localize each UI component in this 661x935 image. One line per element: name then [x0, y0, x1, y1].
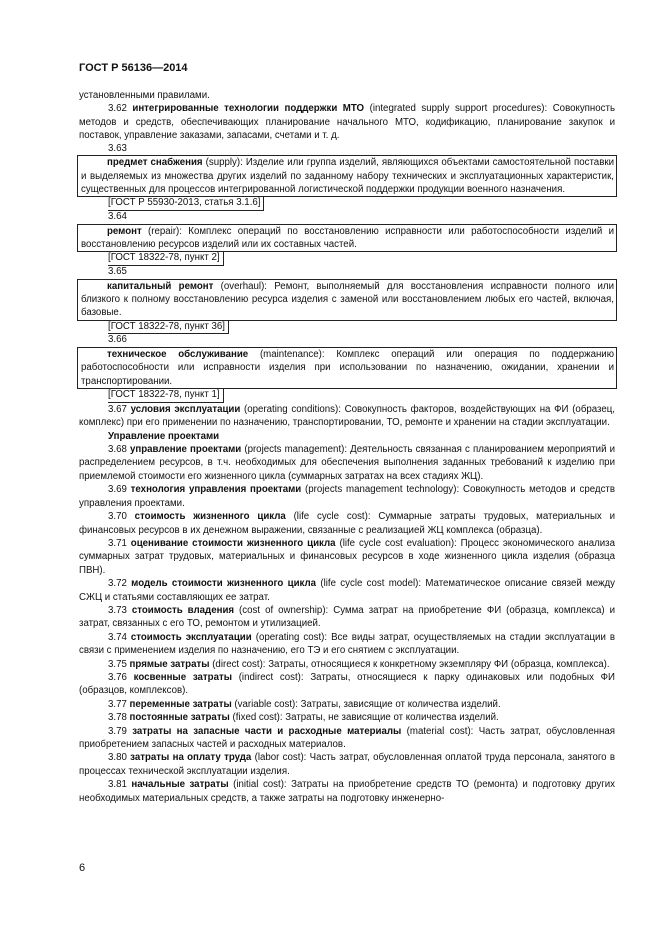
- term-definition: Комплекс операций или операция по поддержанию работоспособности или исправности изделия при использовании по назначению, ожидании, хранении и транспортировании.: [81, 349, 614, 387]
- term-box-3-65: [77, 279, 617, 321]
- term-definition: Совокупность факторов, воздействующих на ФИ (образец, комплекс) при его применении по назначению, транспортировании, ТО, ремонте и хранении на стадии эксплуатации.: [79, 403, 615, 429]
- term-english: (variable cost):: [231, 698, 301, 710]
- term-name: интегрированные технологии поддержки МТО: [132, 103, 365, 115]
- term-name: предмет снабжения: [107, 157, 203, 169]
- term-number: 3.70: [108, 511, 135, 523]
- term-name: стоимость жизненного цикла: [134, 511, 286, 523]
- term-number: 3.72: [108, 578, 132, 590]
- term-definition: Затраты, относящиеся к парку одинаковых или подобных ФИ (образцов, комплексов).: [79, 671, 616, 697]
- term-name: модель стоимости жизненного цикла: [131, 578, 317, 590]
- reference-3-63: [79, 197, 615, 211]
- term-english: (supply):: [202, 157, 246, 169]
- page-number: 6: [79, 862, 86, 874]
- term-definition: Ремонт, выполняемый для восстановления исправности полного или близкого к полному восстановлению ресурса изделия с заменой или восстановлением любых его частей, включая, базовые.: [81, 280, 614, 319]
- term-number: 3.71: [108, 537, 131, 549]
- reference-3-65: [79, 321, 615, 335]
- term-english: (overhaul):: [213, 280, 275, 292]
- term-english: (life cycle cost):: [285, 511, 379, 523]
- term-number: 3.75: [108, 658, 130, 670]
- term-name: затраты на запасные части и расходные материалы: [132, 725, 402, 737]
- term-english: (material cost):: [401, 725, 479, 737]
- term-box-3-64: [77, 224, 617, 253]
- term-3-64: [81, 225, 614, 252]
- term-3-80: [79, 751, 615, 778]
- term-english: (integrated supply support procedures):: [364, 103, 553, 115]
- term-number: 3.79: [108, 725, 133, 737]
- term-3-66: [81, 348, 614, 388]
- term-english: (projects management technology):: [301, 484, 463, 496]
- term-definition: Совокупность методов и средств, обеспечивающих планирование начального МТО, кодификацию, планирование закупок и поставок, управление заказами, запасами, счетами и т. д.: [79, 103, 615, 142]
- term-definition: Суммарные затраты трудовых, материальных и финансовых ресурсов в их денежном выражении, связанные с реализацией ЖЦ комплекса (образца).: [79, 511, 615, 536]
- term-name: переменные затраты: [129, 698, 232, 710]
- term-english: (operating cost):: [251, 631, 332, 643]
- term-english: (life cycle cost model):: [316, 578, 426, 590]
- term-name: косвенные затраты: [133, 671, 232, 683]
- term-3-76: [79, 671, 615, 698]
- reference-text: [ГОСТ 18322-78, пункт 2]: [108, 252, 224, 266]
- term-name: стоимость владения: [131, 604, 235, 616]
- term-definition: Математическое описание связей между СЖЦ и статьями составляющих ее затрат.: [79, 578, 615, 603]
- term-number: 3.80: [108, 752, 131, 764]
- term-name: ремонт: [107, 225, 142, 237]
- term-name: капитальный ремонт: [107, 280, 214, 292]
- term-number-3-64: 3.64: [108, 211, 127, 223]
- term-3-72: [79, 577, 615, 604]
- term-3-63: [81, 156, 614, 196]
- term-number-3-65: 3.65: [108, 266, 127, 278]
- term-3-69: [79, 483, 615, 510]
- term-definition: Затраты, относящиеся к конкретному экземпляру ФИ (образца, комплекса).: [268, 658, 610, 670]
- term-english: (projects management):: [241, 444, 351, 456]
- term-number: 3.69: [108, 484, 131, 496]
- term-name: затраты на оплату труда: [130, 752, 252, 764]
- reference-3-66: [79, 389, 615, 403]
- term-definition: Затраты, не зависящие от количества изделий.: [285, 712, 499, 724]
- document-body: [79, 89, 615, 805]
- term-name: оценивание стоимости жизненного цикла: [130, 537, 336, 549]
- term-number-3-66: 3.66: [108, 334, 127, 346]
- term-3-77: [79, 698, 615, 711]
- term-3-79: [79, 725, 615, 752]
- term-3-67: [79, 403, 615, 430]
- reference-text: [ГОСТ Р 55930-2013, статья 3.1.6]: [108, 197, 264, 211]
- term-3-65: [81, 280, 614, 320]
- term-number: 3.62: [108, 103, 133, 115]
- term-name: управление проектами: [129, 444, 242, 456]
- term-3-78: [79, 711, 615, 724]
- term-english: (operating conditions):: [240, 403, 345, 415]
- term-number: 3.81: [108, 779, 132, 791]
- term-definition: Сумма затрат на приобретение ФИ (образца, комплекса) и затрат, связанных с его ТО, ремонтом и утилизацией.: [79, 604, 615, 630]
- term-number: 3.68: [108, 444, 130, 456]
- term-3-81: [79, 778, 615, 805]
- term-name: прямые затраты: [129, 658, 210, 670]
- term-english: (labor cost):: [251, 752, 310, 764]
- page-header: ГОСТ Р 56136—2014: [79, 62, 188, 74]
- term-definition: Комплекс операций по восстановлению исправности или работоспособности изделий и восстановлению ресурсов изделий или их составных частей.: [81, 225, 614, 251]
- term-box-3-66: [77, 347, 617, 389]
- term-number: 3.78: [108, 712, 130, 724]
- term-english: (direct cost):: [209, 658, 269, 670]
- term-name: условия эксплуатации: [130, 403, 241, 415]
- term-number-3-63: 3.63: [108, 142, 127, 154]
- term-definition: Процесс экономического анализа суммарных затрат трудовых, материальных и финансовых ресурсов в ходе жизненного цикла изделия (образца ПВН).: [79, 537, 615, 576]
- term-definition: Изделие или группа изделий, являющихся объектами самостоятельной поставки и выделяемых из множества других изделий по заданному набору технических и эксплуатационных характеристик, существенных для процессов интегрированной логистической поддержки продукции военного назначения.: [81, 157, 614, 196]
- section-heading: Управление проектами: [108, 430, 220, 442]
- term-definition: Деятельность связанная с планированием мероприятий и распределением ресурсов, в т.ч. необходимых для обеспечения выполнения заданных требований к изделию при приемлемой стоимости его жизненного цикла (суммарных затратах на всех стадиях ЖЦ).: [79, 444, 615, 482]
- term-definition: Все виды затрат, осуществляемых на стадии эксплуатации в связи с применением изделия по назначению, его ТЭ и его снятием с эксплуатации.: [79, 631, 616, 657]
- term-english: (fixed cost):: [229, 712, 286, 724]
- term-english: (initial cost):: [228, 779, 292, 791]
- term-name: технология управления проектами: [130, 484, 302, 496]
- term-3-68: [79, 443, 615, 483]
- term-number: 3.74: [108, 631, 131, 643]
- term-definition: Затраты на приобретение средств ТО (ремонта) и подготовку других необходимых материальных средств, а также затраты на подготовку инженерно-: [79, 779, 616, 804]
- term-english: (repair):: [141, 225, 189, 237]
- term-definition: Совокупность методов и средств управления проектами.: [79, 484, 616, 509]
- term-english: (life cycle cost evaluation):: [335, 537, 461, 549]
- term-number: 3.77: [108, 698, 130, 710]
- term-3-71: [79, 537, 615, 577]
- reference-text: [ГОСТ 18322-78, пункт 1]: [108, 389, 224, 403]
- term-3-73: [79, 604, 615, 631]
- term-definition: Затраты, зависящие от количества изделий.: [300, 698, 501, 710]
- term-name: техническое обслуживание: [107, 349, 249, 361]
- term-number: 3.67: [108, 403, 131, 415]
- term-name: стоимость эксплуатации: [130, 631, 252, 643]
- reference-text: [ГОСТ 18322-78, пункт 36]: [108, 321, 229, 335]
- term-3-74: [79, 631, 615, 658]
- term-english: (cost of ownership):: [234, 604, 334, 616]
- term-number: 3.76: [108, 671, 134, 683]
- term-english: (indirect cost):: [231, 671, 311, 683]
- term-definition: Часть затрат, обусловленная приобретением запасных частей и расходных материалов.: [79, 725, 615, 750]
- term-3-62: [79, 102, 615, 142]
- term-definition: Часть затрат, обусловленная оплатой труда персонала, занятого в процессах технической эксплуатации изделия.: [79, 752, 616, 777]
- term-number: 3.73: [108, 604, 132, 616]
- term-name: начальные затраты: [131, 779, 229, 791]
- term-box-3-63: [77, 155, 617, 197]
- paragraph-lead: установленными правилами.: [79, 90, 210, 101]
- term-3-75: [79, 658, 615, 671]
- term-name: постоянные затраты: [129, 712, 230, 724]
- reference-3-64: [79, 252, 615, 266]
- term-3-70: [79, 510, 615, 537]
- term-english: (maintenance):: [248, 349, 337, 361]
